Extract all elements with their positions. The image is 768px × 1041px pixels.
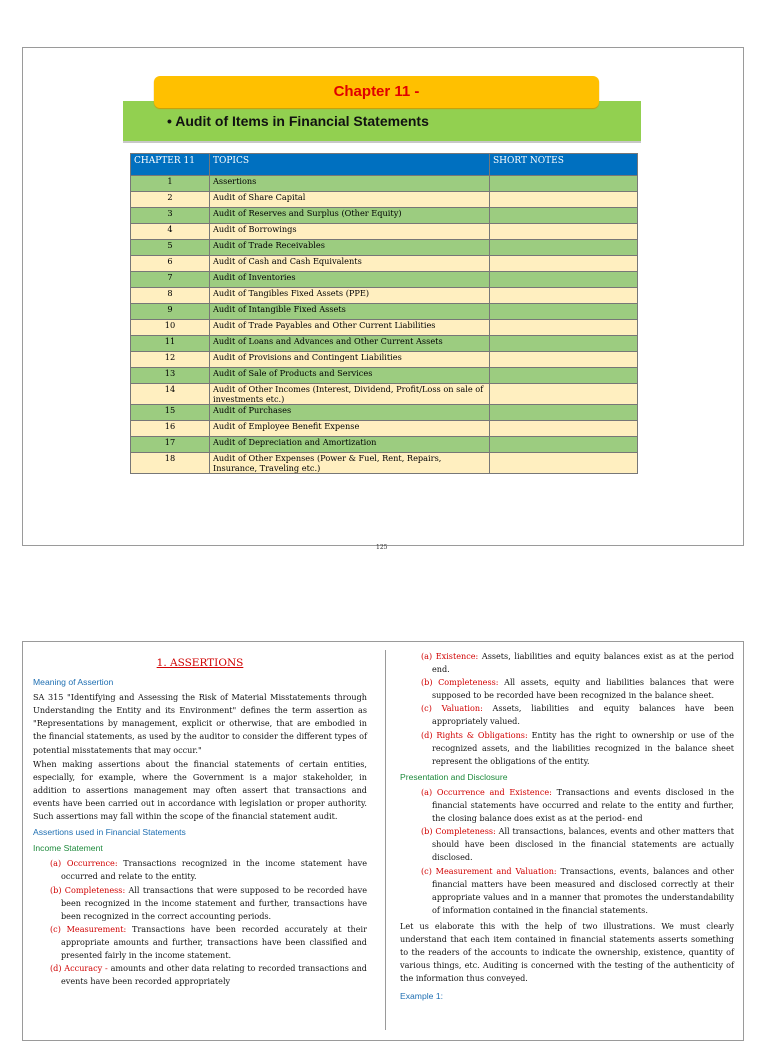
table-row (131, 336, 638, 352)
assertion-text: All transactions that were supposed to be recorded have been recognized in the income statement and further, transactions have been recognized in the correct accounting periods. (61, 884, 367, 921)
row-topic: Audit of Share Capital (210, 192, 490, 208)
row-number: 13 (131, 368, 210, 384)
balance-assertions-list (400, 650, 734, 768)
table-row (131, 256, 638, 272)
row-topic: Audit of Loans and Advances and Other Current Assets (210, 336, 490, 352)
assertion-label: (c) Measurement: (50, 923, 127, 934)
assertion-text: All assets, equity and liabilities balances that were supposed to be recorded have been recognized in the balance sheet. (432, 677, 734, 701)
page-number: 125 (376, 544, 388, 551)
table-row (131, 453, 638, 474)
row-topic: Audit of Borrowings (210, 224, 490, 240)
assertion-item (33, 923, 367, 962)
row-topic: Assertions (210, 176, 490, 192)
row-number: 18 (131, 453, 210, 474)
row-topic: Audit of Tangibles Fixed Assets (PPE) (210, 288, 490, 304)
assertion-label: (b) Completeness: (50, 884, 126, 895)
presentation-assertions-list (400, 786, 734, 917)
assertion-label: (a) Existence: (421, 651, 479, 661)
row-topic: Audit of Depreciation and Amortization (210, 437, 490, 453)
elaborate-paragraph: Let us elaborate this with the help of two illustrations. We must clearly understand that each item contained in financial statements asserts something to the readers of the accounts to indicate the ownership, existence, quantity of various things, etc. Auditing is concerned with the testing of the authenticity of the information thus conveyed. (400, 920, 734, 984)
row-topic: Audit of Cash and Cash Equivalents (210, 256, 490, 272)
row-short-notes (490, 176, 638, 192)
assertion-text: Assets, liabilities and equity balances have been appropriately valued. (432, 703, 734, 727)
assertion-item (400, 676, 734, 702)
table-row (131, 304, 638, 320)
assertion-item (400, 650, 734, 676)
row-short-notes (490, 368, 638, 384)
row-short-notes (490, 192, 638, 208)
table-row (131, 384, 638, 405)
table-row (131, 437, 638, 453)
example-heading: Example 1: (400, 991, 443, 1002)
row-number: 17 (131, 437, 210, 453)
assertion-label: (b) Completeness: (421, 677, 499, 688)
row-topic: Audit of Other Incomes (Interest, Dividend, Profit/Loss on sale of investments etc.) (210, 384, 490, 405)
row-topic: Audit of Reserves and Surplus (Other Equity) (210, 208, 490, 224)
table-row (131, 176, 638, 192)
table-row (131, 368, 638, 384)
income-heading: Income Statement (33, 843, 103, 854)
header-short-notes: SHORT NOTES (490, 154, 638, 176)
table-row (131, 208, 638, 224)
table-row (131, 320, 638, 336)
row-number: 11 (131, 336, 210, 352)
header-topics: TOPICS (210, 154, 490, 176)
row-topic: Audit of Intangible Fixed Assets (210, 304, 490, 320)
table-row (131, 421, 638, 437)
topics-table-body (131, 176, 638, 474)
row-topic: Audit of Trade Receivables (210, 240, 490, 256)
chapter-banner: Chapter 11 - (154, 76, 599, 108)
assertion-text: All transactions, balances, events and other matters that should have been disclosed in the financial statements are actually disclosed. (432, 826, 735, 863)
row-number: 14 (131, 384, 210, 405)
row-short-notes (490, 240, 638, 256)
header-chapter: CHAPTER 11 (131, 154, 210, 176)
table-row (131, 352, 638, 368)
row-short-notes (490, 208, 638, 224)
assertion-label: (d) Rights & Obligations: (421, 729, 528, 740)
row-short-notes (490, 352, 638, 368)
table-row (131, 405, 638, 421)
row-number: 7 (131, 272, 210, 288)
meaning-paragraph: SA 315 "Identifying and Assessing the Risk of Material Misstatements through Understanding the Entity and its Environment" defines the term assertion as "Representations by management, explicit or otherwise, that are embodied in the financial statements, as used by the auditor to consider the different types of potential misstatements that may occur." (33, 692, 367, 755)
row-short-notes (490, 384, 638, 405)
row-topic: Audit of Purchases (210, 405, 490, 421)
assertion-text: Transactions recognized in the income statement have occurred and relate to the entity. (61, 858, 368, 882)
assertion-label: (c) Measurement and Valuation: (421, 865, 557, 876)
assertion-item (33, 857, 367, 883)
assertion-label: (b) Completeness: (421, 826, 496, 837)
assertion-item (400, 702, 734, 728)
row-number: 5 (131, 240, 210, 256)
row-topic: Audit of Inventories (210, 272, 490, 288)
assertion-item (400, 786, 734, 825)
table-row (131, 272, 638, 288)
row-topic: Audit of Employee Benefit Expense (210, 421, 490, 437)
row-number: 10 (131, 320, 210, 336)
row-number: 15 (131, 405, 210, 421)
chapter-title: • Audit of Items in Financial Statements (167, 113, 429, 129)
row-short-notes (490, 437, 638, 453)
assertion-label: (a) Occurrence and Existence: (421, 786, 552, 797)
row-number: 8 (131, 288, 210, 304)
table-row (131, 224, 638, 240)
assertion-item (33, 884, 367, 923)
used-heading: Assertions used in Financial Statements (33, 827, 186, 838)
assertion-text: amounts and other data relating to recorded transactions and events have been recorded appropriately (61, 963, 367, 987)
table-row (131, 288, 638, 304)
assertion-item (33, 962, 367, 988)
row-number: 12 (131, 352, 210, 368)
assertion-text: Transactions, events, balances and other financial matters have been measured and disclosed correctly at their appropriate values and in a manner that promotes the understandability of information contained in the financial statements. (432, 865, 734, 915)
row-short-notes (490, 453, 638, 474)
row-short-notes (490, 272, 638, 288)
section-title: 1. ASSERTIONS (156, 657, 244, 669)
left-column (33, 657, 367, 988)
row-number: 3 (131, 208, 210, 224)
assertion-label: (d) Accuracy - (50, 963, 108, 974)
row-topic: Audit of Provisions and Contingent Liabilities (210, 352, 490, 368)
assertion-text: Transactions and events disclosed in the financial statements have occurred and relate to the entity and further, the closing balance does exist as at the period- end (432, 786, 734, 824)
row-number: 1 (131, 176, 210, 192)
assertion-text: Transactions have been recorded accurately at their appropriate amounts and further, transactions have been classified and presented fairly in the income statement. (61, 923, 367, 960)
row-number: 4 (131, 224, 210, 240)
assertion-item (400, 865, 734, 917)
presentation-heading: Presentation and Disclosure (400, 771, 508, 782)
row-short-notes (490, 320, 638, 336)
row-short-notes (490, 256, 638, 272)
assertion-label: (a) Occurrence: (50, 858, 118, 869)
column-divider (385, 650, 386, 1030)
assertion-text: Entity has the right to ownership or use of the recognized assets, and the liabilities recognized in the balance sheet represent the obligations of the entity. (432, 729, 734, 766)
table-row (131, 240, 638, 256)
row-topic: Audit of Sale of Products and Services (210, 368, 490, 384)
row-topic: Audit of Trade Payables and Other Current Liabilities (210, 320, 490, 336)
assertion-item (400, 729, 734, 768)
row-short-notes (490, 288, 638, 304)
row-number: 6 (131, 256, 210, 272)
meaning-heading: Meaning of Assertion (33, 677, 114, 688)
income-assertions-list (33, 857, 367, 988)
row-short-notes (490, 336, 638, 352)
row-short-notes (490, 421, 638, 437)
row-number: 16 (131, 421, 210, 437)
row-number: 2 (131, 192, 210, 208)
assertion-label: (c) Valuation: (421, 703, 483, 714)
assertion-item (400, 825, 734, 864)
assertion-text: Assets, liabilities and equity balances exist as at the period end. (432, 651, 735, 675)
topics-table (130, 153, 638, 474)
row-short-notes (490, 224, 638, 240)
chapter-page (22, 47, 744, 546)
row-topic: Audit of Other Expenses (Power & Fuel, Rent, Repairs, Insurance, Traveling etc.) (210, 453, 490, 474)
row-short-notes (490, 304, 638, 320)
row-short-notes (490, 405, 638, 421)
right-column (400, 650, 734, 1005)
table-row (131, 192, 638, 208)
assertions-paragraph: When making assertions about the financial statements of certain entities, especially, for example, where the Government is a major stakeholder, in addition to assertions management may often assert that transactions and events have been carried out in accordance with legislation or proper authority. Such assertions may fall within the scope of the financial statement audit. (33, 758, 367, 822)
table-header-row (131, 154, 638, 176)
row-number: 9 (131, 304, 210, 320)
